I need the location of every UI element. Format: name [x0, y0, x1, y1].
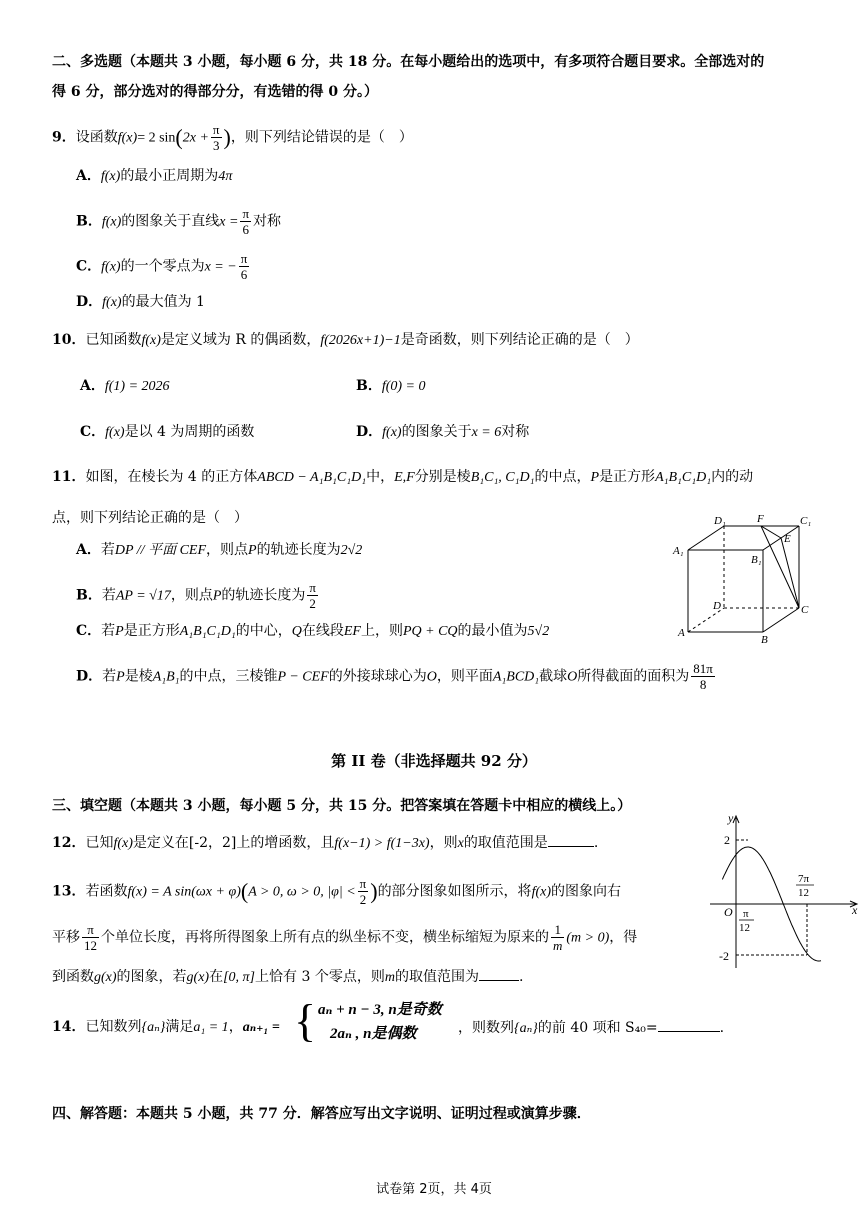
question-number: 13．	[52, 883, 86, 900]
question-13-line3: 到函数g(x)的图象，若g(x)在[0, π]上恰有 3 个零点，则m的取值范围为 .	[52, 966, 523, 988]
part-2-title: 第 II 卷（非选择题共 92 分）	[331, 752, 537, 770]
label-A: A	[678, 627, 685, 639]
question-11-option-b: B．若AP = √17，则点P的轨迹长度为 $\frac{\pi}{2}$	[76, 580, 316, 611]
question-9-option-c: C．f(x)的一个零点为x = − $\frac{\pi}{6}$	[76, 251, 248, 282]
question-10-option-b: B．f(0) = 0	[356, 378, 426, 394]
x-axis-label: x	[852, 903, 858, 917]
origin-label: O	[724, 905, 733, 919]
label-B1: B₁	[751, 554, 762, 566]
question-number: 9．	[52, 129, 76, 146]
label-A1: A₁	[673, 545, 684, 557]
question-14-prefix: 14．已知数列{aₙ}满足a₁ = 1，aₙ₊₁ =	[52, 1019, 280, 1035]
question-number: 12．	[52, 835, 86, 851]
question-10-option-a: A．f(1) = 2026	[80, 378, 170, 394]
label-F: F	[757, 513, 764, 525]
answer-blank[interactable]	[479, 966, 519, 981]
label-D1: D₁	[714, 515, 726, 527]
question-10-option-d: D．f(x)的图象关于x = 6对称	[356, 424, 530, 440]
question-number: 10．	[52, 332, 86, 348]
x-tick-pi12-num: π	[743, 908, 749, 920]
x-tick-7pi12-den: 12	[798, 887, 809, 899]
label-E: E	[784, 533, 791, 545]
question-10-option-c: C．f(x)是以 4 为周期的函数	[80, 424, 255, 440]
question-11-option-d: D．若P是棱A₁B₁的中点，三棱锥P − CEF的外接球球心为O，则平面A₁BCD₁截球O所得截面的面积为 $\frac{81\pi}{8}$	[76, 661, 713, 692]
question-9-option-a: A．f(x)的最小正周期为4π	[76, 168, 233, 184]
question-14-suffix: ，则数列{aₙ}的前 40 项和 S₄₀= .	[458, 1017, 724, 1039]
question-12: 12．已知f(x)是定义在[-2，2]上的增函数，且f(x−1) > f(1−3x)，则x的取值范围是 .	[52, 832, 598, 854]
label-B: B	[761, 634, 768, 644]
question-13-line2: 平移 $\frac{\pi}{12}$ 个单位长度，再将所得图象上所有点的纵坐标不变，横坐标缩短为原来的 $\frac{1}{m}$ (m > 0)，得	[52, 922, 638, 953]
x-tick-7pi12-num: 7π	[798, 873, 810, 885]
question-11-option-c: C．若P是正方形A₁B₁C₁D₁的中心，Q在线段EF上，则PQ + CQ的最小值为5√2	[76, 623, 550, 639]
question-number: 14．	[52, 1019, 86, 1035]
y-tick-neg2: -2	[719, 949, 729, 963]
question-10-stem: 10．已知函数f(x)是定义域为 R 的偶函数，f(2026x+1)−1是奇函数，则下列结论正确的是（ ）	[52, 332, 639, 348]
question-11-stem-line1: 11．如图，在棱长为 4 的正方体ABCD − A₁B₁C₁D₁中，E,F分别是棱B₁C₁, C₁D₁的中点，P是正方形A₁B₁C₁D₁内的动	[52, 469, 754, 485]
question-13-line1: 13．若函数f(x) = A sin(ωx + φ)(A > 0, ω > 0, |φ| < $\frac{\pi}{2}$ )的部分图象如图所示，将f(x)的图象向右	[52, 876, 621, 907]
section-3-heading: 三、填空题（本题共 3 小题，每小题 5 分，共 15 分。把答案填在答题卡中相应的横线上。）	[52, 798, 632, 814]
question-14-case-even: 2aₙ , n是偶数	[330, 1026, 417, 1042]
question-11-stem-line2: 点，则下列结论正确的是（ ）	[52, 510, 248, 526]
page-footer: 试卷第 2页，共 4页	[376, 1182, 492, 1197]
question-14-case-odd: aₙ + n − 3, n是奇数	[318, 1002, 442, 1018]
section-2-heading-line2: 得 6 分，部分选对的得部分分，有选错的得 0 分。）	[52, 84, 378, 100]
label-C1: C₁	[800, 515, 812, 527]
label-C: C	[801, 604, 809, 616]
question-11-option-a: A．若DP // 平面 CEF，则点P的轨迹长度为2√2	[76, 542, 363, 558]
question-9-stem: 9．设函数f(x)= 2 sin(2x + $\frac{\pi}{3}$ )，则下列结论错误的是（ ）	[52, 122, 413, 153]
y-tick-2: 2	[724, 833, 730, 847]
answer-blank[interactable]	[658, 1017, 720, 1032]
question-number: 11．	[52, 469, 86, 485]
y-axis-label: y	[728, 811, 734, 825]
label-D: D	[713, 600, 721, 612]
section-2-heading-line1: 二、多选题（本题共 3 小题，每小题 6 分，共 18 分。在每小题给出的选项中，有多项符合题目要求。全部选对的	[52, 54, 765, 70]
x-tick-pi12-den: 12	[739, 922, 750, 934]
question-9-option-b: B．f(x)的图象关于直线x = $\frac{\pi}{6}$ 对称	[76, 206, 282, 237]
section-4-heading: 四、解答题：本题共 5 小题，共 77 分．解答应写出文字说明、证明过程或演算步骤．	[52, 1106, 591, 1122]
answer-blank[interactable]	[548, 832, 594, 847]
sine-graph-figure	[706, 810, 860, 970]
cube-figure	[668, 512, 818, 644]
question-9-option-d: D．f(x)的最大值为 1	[76, 294, 205, 310]
